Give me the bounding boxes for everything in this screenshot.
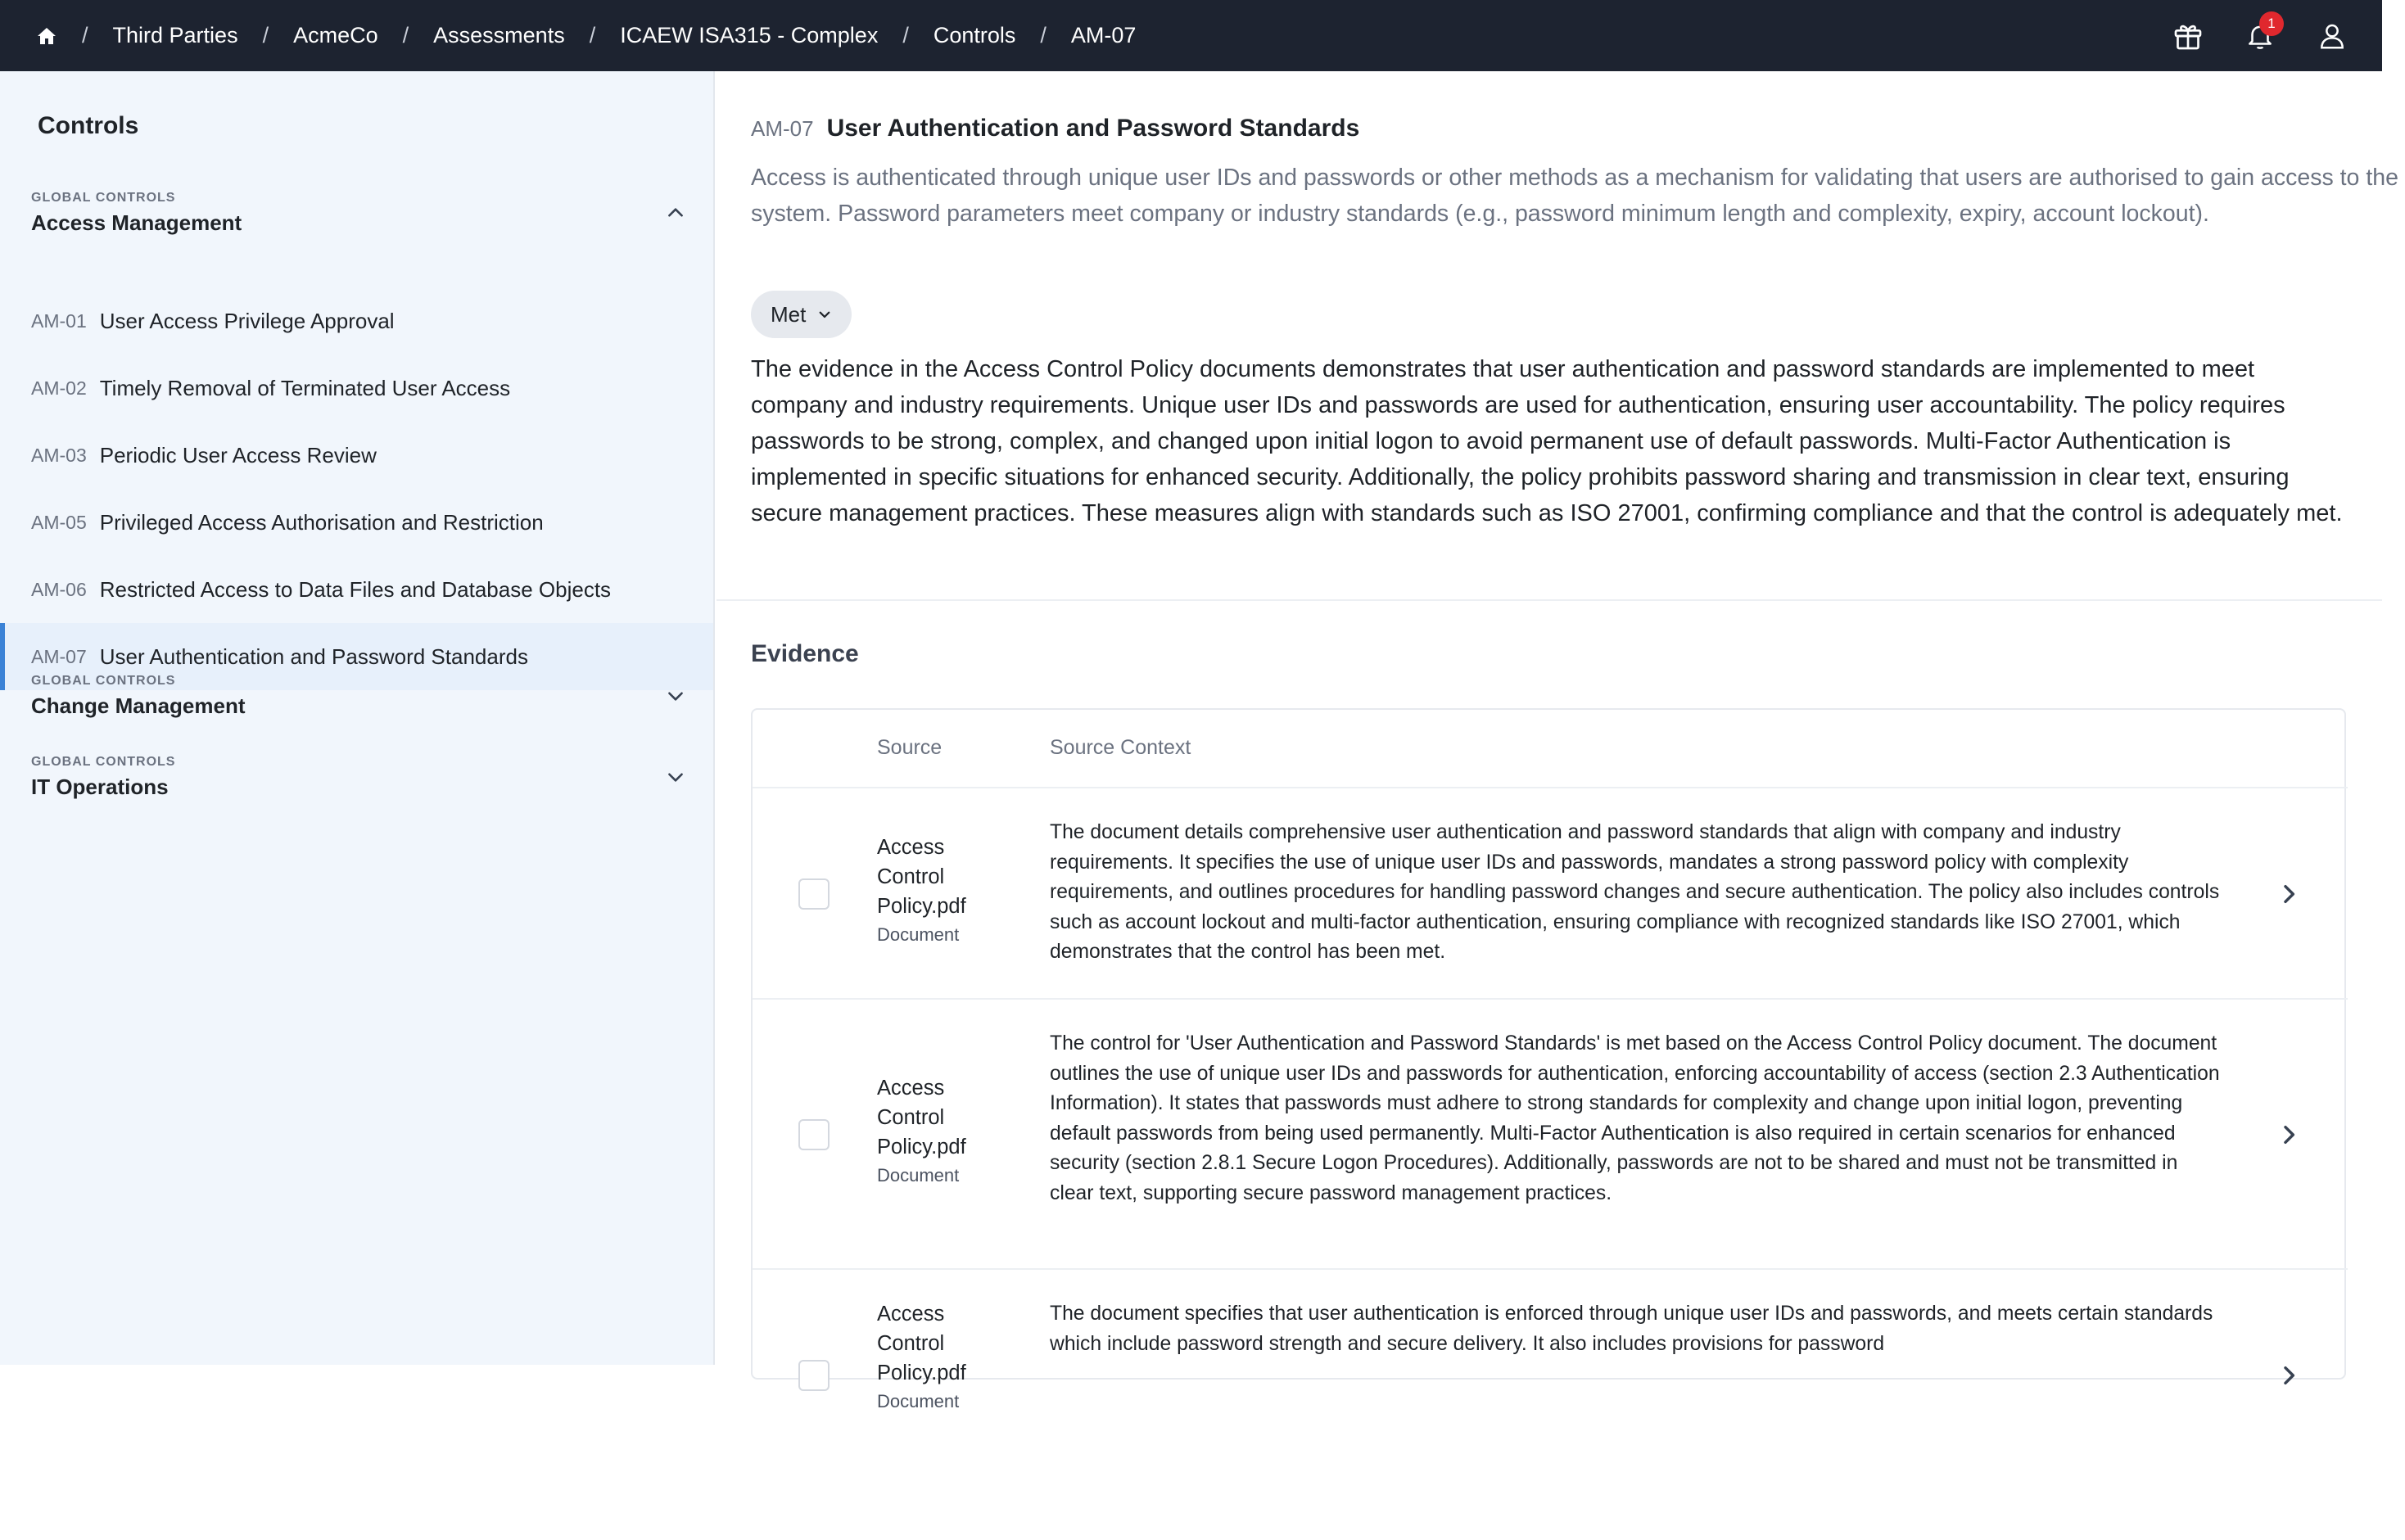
group-name: IT Operations bbox=[31, 775, 169, 799]
home-icon[interactable] bbox=[36, 25, 57, 47]
group-kicker: GLOBAL CONTROLS bbox=[31, 755, 176, 769]
control-code: AM-03 bbox=[31, 444, 87, 466]
group-kicker: GLOBAL CONTROLS bbox=[31, 191, 176, 205]
breadcrumb bbox=[36, 23, 1136, 48]
control-label: Privileged Access Authorisation and Restriction bbox=[99, 509, 544, 535]
breadcrumb-separator: / bbox=[902, 23, 909, 47]
row-checkbox[interactable] bbox=[798, 878, 830, 910]
breadcrumb-controls[interactable]: Controls bbox=[933, 23, 1016, 47]
breadcrumb-third-parties[interactable]: Third Parties bbox=[112, 23, 238, 47]
notification-count-badge: 1 bbox=[2259, 11, 2284, 36]
source-context: The document specifies that user authentication is enforced through unique user IDs and passwords, and meets certain standards which include password strength and secure delivery. It also includes provisions for password bbox=[1050, 1303, 2213, 1355]
chevron-down-icon bbox=[817, 302, 832, 327]
sidebar-item-am-01[interactable] bbox=[0, 287, 713, 355]
source-type: Document bbox=[877, 1391, 960, 1411]
control-code: AM-01 bbox=[31, 309, 87, 332]
status-value: Met bbox=[771, 301, 807, 327]
control-label: User Access Privilege Approval bbox=[99, 308, 395, 333]
source-file-name[interactable]: Access Control Policy.pdf bbox=[877, 1303, 966, 1384]
source-context: The document details comprehensive user authentication and password standards that align with company and industry requirements. It specifies the use of unique user IDs and passwords, mandates a strong password policy with complexity requirements, and outlines procedures for handling password changes and secure authentication. The policy also includes controls such as account lockout and multi-factor authentication, ensuring compliance with recognized standards like ISO 27001, which demonstrates that the control has been met. bbox=[1050, 821, 2220, 963]
control-label: Restricted Access to Data Files and Database Objects bbox=[99, 576, 612, 602]
group-access-management[interactable] bbox=[31, 191, 686, 236]
evidence-source bbox=[877, 1073, 1008, 1186]
column-header-context[interactable]: Source Context bbox=[1050, 736, 1191, 759]
control-label: Timely Removal of Terminated User Access bbox=[99, 375, 511, 400]
table-row[interactable] bbox=[753, 788, 2348, 1000]
control-heading bbox=[751, 115, 1359, 142]
breadcrumb-assessments[interactable]: Assessments bbox=[433, 23, 565, 47]
sidebar-title: Controls bbox=[38, 112, 139, 139]
chevron-down-icon[interactable] bbox=[665, 766, 686, 788]
sidebar-item-am-05[interactable] bbox=[0, 489, 713, 556]
chevron-right-icon[interactable] bbox=[2276, 1122, 2302, 1148]
source-context: The control for 'User Authentication and Password Standards' is met based on the Access Control Policy document. The document outlines the use of unique user IDs and passwords for authentication, enforcing accountability of access (section 2.3 Authentication Information). It states that passwords must adhere to strong standards for complexity and change upon initial logon, preventing default passwords from being used permanently. Multi-Factor Authentication is also required in certain scenarios for enhanced security (section 2.8.1 Secure Logon Procedures). Additionally, passwords are not to be shared and must not be transmitted in clear text, supporting secure password management practices. bbox=[1050, 1032, 2220, 1204]
source-type: Document bbox=[877, 1165, 960, 1185]
chevron-right-icon[interactable] bbox=[2276, 1362, 2302, 1389]
bell-icon[interactable] bbox=[2243, 15, 2277, 53]
breadcrumb-assessment[interactable]: ICAEW ISA315 - Complex bbox=[620, 23, 879, 47]
control-code: AM-07 bbox=[31, 645, 87, 667]
sidebar-item-am-02[interactable] bbox=[0, 355, 713, 422]
chevron-down-icon[interactable] bbox=[665, 685, 686, 707]
gift-icon[interactable] bbox=[2171, 19, 2205, 53]
breadcrumb-current: AM-07 bbox=[1070, 23, 1137, 47]
source-type: Document bbox=[877, 924, 960, 945]
table-header bbox=[753, 710, 2348, 788]
control-code: AM-06 bbox=[31, 578, 87, 600]
breadcrumb-separator: / bbox=[589, 23, 596, 47]
control-label: Periodic User Access Review bbox=[99, 442, 377, 467]
breadcrumb-separator: / bbox=[1040, 23, 1047, 47]
user-icon[interactable] bbox=[2315, 19, 2349, 53]
table-row[interactable] bbox=[753, 1270, 2348, 1540]
evidence-table bbox=[751, 708, 2346, 1411]
chevron-up-icon[interactable] bbox=[665, 202, 686, 224]
row-checkbox[interactable] bbox=[798, 1360, 830, 1391]
evidence-source bbox=[877, 833, 1008, 946]
sidebar-item-am-03[interactable] bbox=[0, 422, 713, 489]
status-dropdown[interactable] bbox=[751, 291, 852, 338]
breadcrumb-acmeco[interactable]: AcmeCo bbox=[293, 23, 378, 47]
assessment-rationale: The evidence in the Access Control Policy documents demonstrates that user authentication and password standards are implemented to meet company and industry requirements. Unique user IDs and passwords are used for authentication, ensuring user accountability. The policy requires passwords to be strong, complex, and changed upon initial logon to avoid permanent use of default passwords. Multi-Factor Authentication is implemented in specific situations for enhanced security. Additionally, the policy prohibits password sharing and transmission in clear text, ensuring secure management practices. These measures align with standards such as ISO 27001, confirming compliance and that the control is adequately met. bbox=[751, 356, 2343, 526]
control-code: AM-05 bbox=[31, 511, 87, 533]
group-kicker: GLOBAL CONTROLS bbox=[31, 674, 176, 688]
source-file-name[interactable]: Access Control Policy.pdf bbox=[877, 1077, 966, 1158]
source-file-name[interactable]: Access Control Policy.pdf bbox=[877, 836, 966, 918]
evidence-heading: Evidence bbox=[751, 640, 859, 667]
section-divider bbox=[717, 599, 2382, 601]
group-it-operations[interactable] bbox=[31, 755, 686, 800]
group-change-management[interactable] bbox=[31, 674, 686, 719]
page-title: User Authentication and Password Standards bbox=[826, 115, 1360, 142]
top-navigation-bar bbox=[0, 0, 2382, 71]
header-actions bbox=[2171, 0, 2349, 71]
control-detail-panel bbox=[717, 71, 2398, 1411]
controls-sidebar bbox=[0, 71, 715, 1365]
sidebar-item-am-06[interactable] bbox=[0, 556, 713, 623]
column-header-source[interactable]: Source bbox=[877, 736, 943, 759]
breadcrumb-separator: / bbox=[262, 23, 269, 47]
control-label: User Authentication and Password Standards bbox=[99, 644, 528, 669]
chevron-right-icon[interactable] bbox=[2276, 881, 2302, 907]
control-code: AM-02 bbox=[31, 377, 87, 399]
breadcrumb-separator: / bbox=[82, 23, 88, 47]
table-row[interactable] bbox=[753, 1000, 2348, 1270]
group-name: Access Management bbox=[31, 210, 242, 235]
breadcrumb-separator: / bbox=[402, 23, 409, 47]
group-name: Change Management bbox=[31, 693, 246, 718]
row-checkbox[interactable] bbox=[798, 1119, 830, 1150]
control-description: Access is authenticated through unique user IDs and passwords or other methods as a mechanism for validating that users are authorised to gain access to the system. Password parameters meet company or industry standards (e.g., password minimum length and complexity, expiry, account lockout). bbox=[751, 165, 2398, 227]
control-code: AM-07 bbox=[751, 116, 814, 141]
evidence-source bbox=[877, 1299, 1008, 1412]
